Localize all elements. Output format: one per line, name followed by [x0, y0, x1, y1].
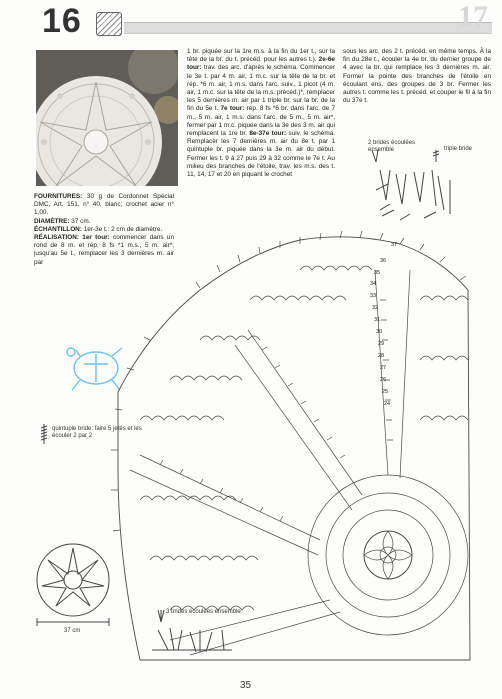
stitch-symbols-top — [372, 150, 450, 220]
three-brides-symbol — [152, 610, 232, 652]
round-number: 35 — [374, 270, 381, 276]
round-number: 24 — [384, 401, 391, 407]
fournitures-value: 30 g de Cordonnet Spécial DMC, Art. 151, n° 40, blanc; crochet acier n° 1,00. — [34, 193, 174, 217]
round-numbers — [370, 242, 397, 407]
round-number: 27 — [380, 365, 387, 371]
legend-three-brides: 3 brides écoulées ensemble — [166, 609, 241, 615]
round-number: 28 — [378, 353, 385, 359]
bleed-through-number: 17 — [458, 0, 488, 33]
realisation-label: RÉALISATION: — [34, 234, 79, 242]
page-number: 35 — [240, 680, 252, 691]
round-2-text: trav. des arc. d'après le schéma. Commencer le 3e t. par 4 m. air, 1 m.c. sur la tête de la br. et rép. *6 m. air, 1 m.s. dans l'arc. suiv., 1 picot (4 m. air, 1 m.c. sur la tête de la m.s. précéd.)*, remplacer les 5 dernières m. air par 1 triple br. sur la br. de la fin du 5e t. — [187, 64, 335, 113]
star-schematic — [37, 544, 109, 626]
round-8-label: 8e-37e tour: — [249, 130, 287, 138]
instructions-p1: 1 br. piquée sur la 1re m.s. à la fin du 1er t., sur la tête de la br. du t. précéd. pour les autres t.). — [187, 48, 335, 64]
round-8-text: suiv. le schéma. Remplacer les 7 dernières m. air du 8e t. par 1 quintuple br. piquée dans la 3e m. air du début. Fermer les t. 9 à 27 puis 29 à 32 comme le 7e t. Au milieu des branches de l'étoile, trav. les m.s. des t. 11, 14, 17 et 20 en piquant le crochet — [187, 130, 336, 179]
legend-quintuple: quintuple bride: faire 5 jetés et les écouler 2 par 2 — [52, 426, 142, 439]
main-crochet-chart — [111, 231, 470, 660]
round-number: 37 — [391, 242, 398, 248]
round-number: 36 — [380, 258, 387, 264]
diametre-label: DIAMÈTRE: — [34, 217, 70, 225]
round-number: 26 — [380, 377, 387, 383]
round-7-text: rép. 8 fs *6 br. dans l'arc. de 7 m., 5 m. air, 1 m.s. dans l'arc. de 5 m., 5 m. air*, fermer par 1 m.c. piquée dans la 3e des 3 m. air qui remplacent la 1re br. — [187, 105, 336, 138]
round-number: 31 — [374, 317, 381, 323]
instructions-p2: sous les arc. des 2 t. précéd. en même temps. À la fin du 28e t., écouler la 4e br. du dernier groupe de 4 avec la br. qui remplace les 3 dernières m. air. Former la pointe des branches de l'étoile en écoulant ens. des groupes de 3 br. Fermer les autres t. comme les t. précéd. et couper le fil à la fin du 37e t. — [343, 48, 491, 105]
round-number: 29 — [378, 341, 385, 347]
diameter-label: 37 cm — [64, 628, 81, 634]
legend-two-brides: 2 brides écoulées ensemble — [368, 140, 416, 153]
highlight-motif — [67, 348, 122, 390]
echantillon-value: 1er-3e t.: 2 cm de diamètre. — [83, 225, 163, 233]
round-number: 25 — [382, 389, 389, 395]
pattern-number: 16 — [42, 2, 82, 40]
round-7-label: 7e tour: — [220, 105, 245, 113]
echantillon-label: ÉCHANTILLON: — [34, 225, 82, 233]
round-number: 30 — [376, 329, 383, 335]
round-number: 32 — [372, 305, 379, 311]
realisation-round: 1er tour: — [82, 234, 110, 242]
legend-triple-bride: triple bride — [444, 146, 473, 152]
fournitures-label: FOURNITURES: — [34, 193, 83, 200]
round-number: 34 — [370, 281, 377, 287]
round-2-label: 2e-6e tour: — [187, 56, 335, 72]
quintuple-symbol — [41, 424, 47, 444]
realisation-value: commencer dans un rond de 8 m. et rép. 8 fs *1 m.s., 5 m. air*; jusqu'au 5e t., remplacer les 3 dernières m. air par — [34, 234, 175, 266]
diametre-value: 37 cm. — [71, 217, 91, 225]
round-number: 33 — [370, 293, 377, 299]
